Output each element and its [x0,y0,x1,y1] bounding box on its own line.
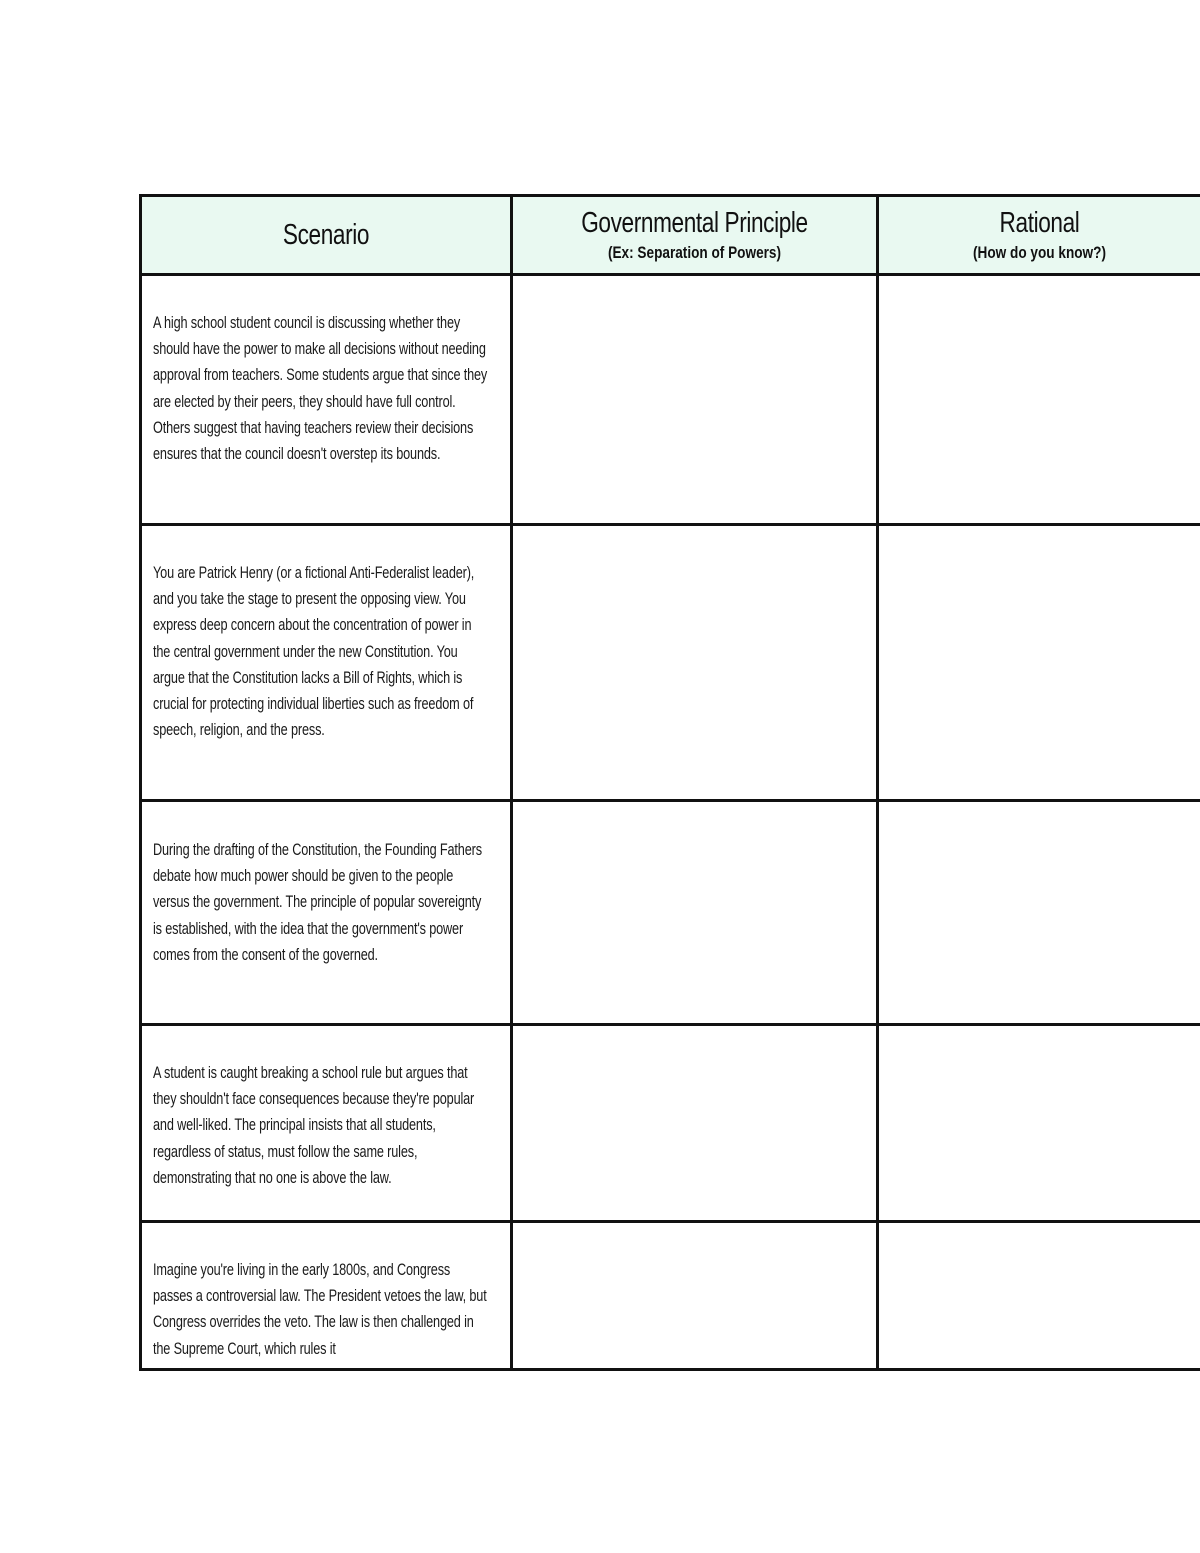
rational-answer-cell[interactable] [878,525,1200,801]
scenario-text: A high school student council is discussing whether they should have the power to make all decisions without needing approval from teachers. Some students argue that since they are elected by their peers, they should have full control. Others suggest that having teachers review their decisions ensures that the council doesn't overstep its bounds. [153,314,488,464]
scenario-cell [141,525,512,801]
rational-answer-cell[interactable] [878,1222,1200,1370]
header-row [141,196,1200,275]
principle-answer-cell[interactable] [512,1025,878,1222]
scenario-cell [141,801,512,1025]
header-scenario-title: Scenario [282,219,370,251]
header-rational-subtitle: (How do you know?) [973,243,1106,262]
scenario-cell [141,1025,512,1222]
scenario-worksheet-table [139,194,1200,1371]
header-principle-subtitle: (Ex: Separation of Powers) [607,243,782,262]
rational-answer-cell[interactable] [878,1025,1200,1222]
principle-answer-cell[interactable] [512,275,878,525]
scenario-text: During the drafting of the Constitution, the Founding Fathers debate how much power should be given to the people versus the government. The principle of popular sovereignty is established, with the idea that the government's power comes from the consent of the governed. [153,841,482,964]
header-principle-title: Governmental Principle [581,207,808,239]
table-row [141,801,1200,1025]
table-row [141,525,1200,801]
rational-answer-cell[interactable] [878,801,1200,1025]
header-scenario [141,196,512,275]
table-row [141,1222,1200,1370]
principle-answer-cell[interactable] [512,525,878,801]
scenario-cell [141,275,512,525]
rational-answer-cell[interactable] [878,275,1200,525]
scenario-text: You are Patrick Henry (or a fictional Anti-Federalist leader), and you take the stage to present the opposing view. You express deep concern about the concentration of power in the central government under the new Constitution. You argue that the Constitution lacks a Bill of Rights, which is crucial for protecting individual liberties such as freedom of speech, religion, and the press. [153,564,475,740]
header-rational-title: Rational [999,207,1080,239]
scenario-cell [141,1222,512,1370]
table-row [141,275,1200,525]
principle-answer-cell[interactable] [512,801,878,1025]
scenario-text: A student is caught breaking a school rule but argues that they shouldn't face consequences because they're popular and well-liked. The principal insists that all students, regardless of status, must follow the same rules, demonstrating that no one is above the law. [153,1064,475,1187]
table-row [141,1025,1200,1222]
scenario-text: Imagine you're living in the early 1800s, and Congress passes a controversial law. The President vetoes the law, but Congress overrides the veto. The law is then challenged in the Supreme Court, which rules it [153,1261,487,1358]
principle-answer-cell[interactable] [512,1222,878,1370]
header-principle [512,196,878,275]
header-rational [878,196,1200,275]
